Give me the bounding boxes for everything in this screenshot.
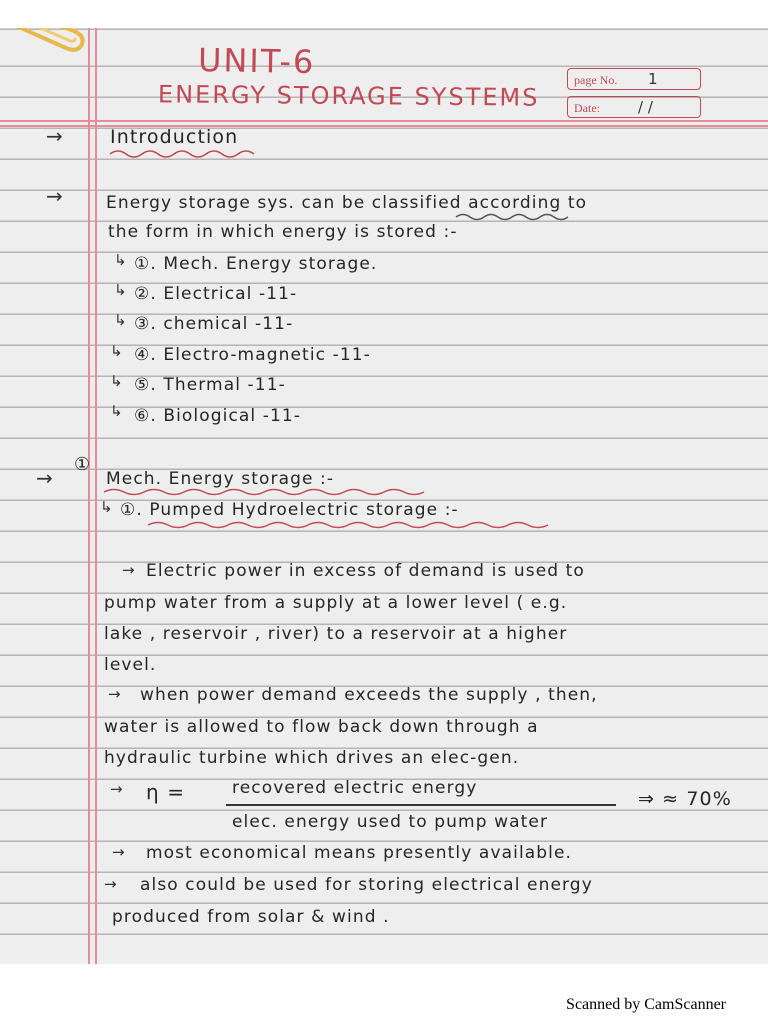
subject-title: ENERGY STORAGE SYSTEMS bbox=[157, 80, 540, 112]
hook-arrow-icon: ↳ bbox=[110, 402, 123, 420]
hook-arrow-icon: ↳ bbox=[110, 372, 123, 390]
header-rule bbox=[0, 120, 768, 122]
margin-line bbox=[88, 28, 90, 964]
list-item: ②. Electrical -11- bbox=[134, 284, 298, 304]
body-line: hydraulic turbine which drives an elec-gen. bbox=[104, 748, 520, 768]
body-line: level. bbox=[104, 655, 157, 675]
date-box bbox=[567, 96, 701, 118]
intro-line-1: Energy storage sys. can be classified according to bbox=[106, 193, 588, 213]
notebook-page bbox=[0, 28, 768, 964]
note-line: produced from solar & wind . bbox=[112, 907, 390, 927]
arrow-icon: → bbox=[36, 466, 53, 490]
wavy-underline bbox=[148, 520, 558, 530]
hook-arrow-icon: ↳ bbox=[114, 311, 127, 329]
arrow-icon: → bbox=[108, 685, 121, 703]
efficiency-symbol: η = bbox=[146, 780, 186, 804]
wavy-underline bbox=[456, 212, 568, 222]
body-line: pump water from a supply at a lower level ( e.g. bbox=[104, 593, 568, 613]
unit-title: UNIT-6 bbox=[197, 40, 316, 82]
arrow-icon: → bbox=[46, 184, 63, 208]
body-line: Electric power in excess of demand is used to bbox=[146, 561, 585, 581]
formula-result: ⇒ ≈ 70% bbox=[638, 788, 732, 810]
scanner-watermark: Scanned by CamScanner bbox=[566, 996, 726, 1013]
hook-arrow-icon: ↳ bbox=[100, 498, 113, 516]
page-number-value: 1 bbox=[648, 70, 658, 88]
section-subheading: ①. Pumped Hydroelectric storage :- bbox=[120, 500, 459, 520]
hook-arrow-icon: ↳ bbox=[110, 342, 123, 360]
note-line: most economical means presently available. bbox=[146, 843, 573, 863]
formula-denominator: elec. energy used to pump water bbox=[232, 812, 549, 832]
page-number-label: page No. bbox=[574, 73, 618, 87]
body-line: when power demand exceeds the supply , then, bbox=[140, 685, 598, 705]
hook-arrow-icon: ↳ bbox=[114, 281, 127, 299]
list-item: ①. Mech. Energy storage. bbox=[134, 254, 378, 274]
arrow-icon: → bbox=[110, 780, 123, 798]
paper-clip-icon bbox=[8, 28, 88, 54]
list-item: ⑥. Biological -11- bbox=[134, 406, 302, 426]
body-line: lake , reservoir , river) to a reservoir at a higher bbox=[104, 624, 568, 644]
note-line: also could be used for storing electrical energy bbox=[140, 875, 593, 895]
intro-heading: Introduction bbox=[110, 126, 239, 148]
arrow-icon: → bbox=[112, 843, 125, 861]
wavy-underline bbox=[110, 148, 270, 160]
arrow-icon: → bbox=[122, 561, 135, 579]
list-item: ④. Electro-magnetic -11- bbox=[134, 345, 371, 365]
date-value: / / bbox=[638, 98, 653, 116]
arrow-icon: → bbox=[46, 124, 63, 148]
list-item: ③. chemical -11- bbox=[134, 314, 294, 334]
margin-line bbox=[95, 28, 97, 964]
date-label: Date: bbox=[574, 101, 600, 115]
page-number-box bbox=[567, 68, 701, 90]
body-line: water is allowed to flow back down through a bbox=[104, 717, 539, 737]
formula-numerator: recovered electric energy bbox=[232, 778, 478, 798]
arrow-icon: → bbox=[104, 875, 117, 893]
intro-line-2: the form in which energy is stored :- bbox=[108, 222, 458, 242]
list-item: ⑤. Thermal -11- bbox=[134, 375, 286, 395]
hook-arrow-icon: ↳ bbox=[114, 251, 127, 269]
wavy-underline bbox=[104, 487, 424, 497]
section-heading: Mech. Energy storage :- bbox=[106, 469, 335, 489]
section-marker: ① bbox=[74, 454, 92, 475]
fraction-bar bbox=[226, 804, 616, 806]
